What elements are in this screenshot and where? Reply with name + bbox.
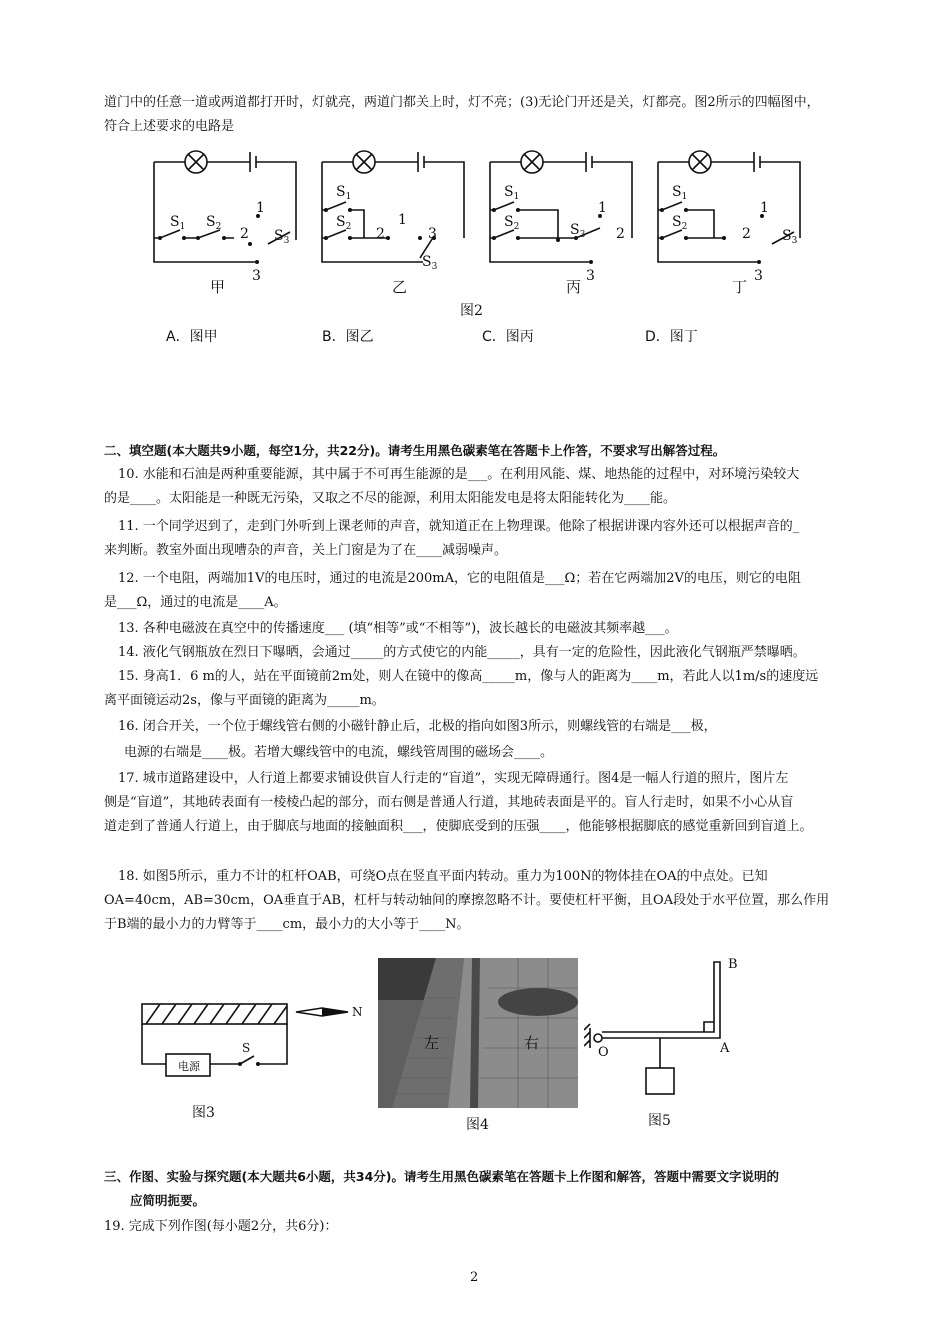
ding-n2: 2	[742, 226, 751, 242]
yi-n1: 1	[398, 212, 407, 228]
q17-line-2: 侧是“盲道”，其地砖表面有一棱棱凸起的部分，而右侧是普通人行道，其地砖表面是平的。盲人行走时，如果不小心从盲	[104, 795, 794, 810]
page-number: 2	[470, 1270, 479, 1285]
q17-line-3: 道走到了普通人行道上，由于脚底与地面的接触面积___，使脚底受到的压强____，他能够根据脚底的感觉重新回到盲道上。	[104, 819, 813, 834]
label-yi: 乙	[392, 278, 408, 296]
bing-s1-label: $S_1$	[504, 184, 520, 202]
power-label: 电源	[178, 1060, 200, 1073]
yi-s2-label: $S_2$	[336, 214, 352, 232]
q11-line-1: 11. 一个同学迟到了，走到门外听到上课老师的声音，就知道正在上物理课。他除了根据讲课内容外还可以根据声音的_	[118, 519, 800, 534]
option-a: A．图甲	[166, 329, 218, 345]
section-2-header: 二、填空题(本大题共9小题，每空1分，共22分)。请考生用黑色碳素笔在答题卡上作答，不要求写出解答过程。	[104, 443, 726, 458]
q19: 19. 完成下列作图(每小题2分，共6分)：	[104, 1219, 338, 1234]
ding-n3: 3	[754, 268, 763, 284]
circuit-bing	[490, 151, 632, 262]
option-b: B．图乙	[322, 329, 374, 345]
q11-line-2: 来判断。教室外面出现嘈杂的声音，关上门窗是为了在____减弱噪声。	[104, 543, 508, 558]
option-d: D．图丁	[645, 329, 698, 345]
yi-n2: 2	[376, 226, 385, 242]
jia-n1: 1	[256, 200, 265, 216]
yi-s1-label: $S_1$	[336, 184, 352, 202]
ding-s2-label: $S_2$	[672, 214, 688, 232]
jia-s2-label: $S_2$	[206, 214, 222, 232]
bing-n2: 2	[616, 226, 625, 242]
jia-s3-label: $S_3$	[274, 228, 290, 246]
figure-3-caption: 图3	[192, 1105, 215, 1121]
figure-5-lever	[584, 950, 754, 1110]
circuit-jia	[154, 151, 296, 262]
circuit-yi	[322, 151, 464, 262]
point-b-label: B	[728, 957, 738, 972]
option-c: C．图丙	[482, 329, 534, 345]
bing-n3: 3	[586, 268, 595, 284]
q16-line-2: 电源的右端是____极。若增大螺线管中的电流，螺线管周围的磁场会____。	[124, 745, 554, 760]
section-3-header-2: 应简明扼要。	[130, 1193, 206, 1208]
section-3-header-1: 三、作图、实验与探究题(本大题共6小题，共34分)。请考生用黑色碳素笔在答题卡上作图和解答，答题中需要文字说明的	[104, 1169, 780, 1184]
figure-2-circuits	[140, 140, 820, 300]
figure-5-caption: 图5	[648, 1113, 671, 1129]
ding-n1: 1	[760, 200, 769, 216]
label-ding: 丁	[732, 278, 748, 296]
q14: 14. 液化气钢瓶放在烈日下曝晒，会通过_____的方式使它的内能_____，具有一定的危险性，因此液化气钢瓶严禁曝晒。	[118, 645, 806, 660]
ding-s3-label: $S_3$	[782, 228, 798, 246]
intro-line-2: 符合上述要求的电路是	[104, 119, 235, 134]
point-o-label: O	[598, 1045, 609, 1060]
intro-line-1: 道门中的任意一道或两道都打开时，灯就亮，两道门都关上时，灯不亮；(3)无论门开还是关，灯都亮。图2所示的四幅图中，	[104, 95, 820, 110]
q18-line-2: OA=40cm，AB=30cm，OA垂直于AB，杠杆与转动轴间的摩擦忽略不计。要使杠杆平衡，且OA段处于水平位置，那么作用	[104, 893, 830, 908]
figure-3-solenoid	[130, 992, 370, 1092]
q10-line-1: 10. 水能和石油是两种重要能源，其中属于不可再生能源的是___。在利用风能、煤、地热能的过程中，对环境污染较大	[118, 467, 800, 482]
q18-line-3: 于B端的最小力的力臂等于____cm，最小力的大小等于____N。	[104, 917, 470, 932]
bing-n1: 1	[598, 200, 607, 216]
yi-n3: 3	[428, 226, 437, 242]
figure-4-photo	[378, 958, 578, 1108]
right-label: 右	[524, 1034, 540, 1052]
label-jia: 甲	[210, 278, 226, 296]
q16-line-1: 16. 闭合开关，一个位于螺线管右侧的小磁针静止后，北极的指向如图3所示，则螺线管的右端是___极，	[118, 719, 717, 734]
figure-2-caption: 图2	[460, 303, 483, 319]
jia-n3: 3	[252, 268, 261, 284]
yi-s3-label: $S_3$	[422, 254, 438, 272]
north-label: N	[352, 1005, 363, 1019]
jia-s1-label: $S_1$	[170, 214, 186, 232]
label-bing: 丙	[566, 278, 582, 296]
ding-s1-label: $S_1$	[672, 184, 688, 202]
q18-line-1: 18. 如图5所示，重力不计的杠杆OAB，可绕O点在竖直平面内转动。重力为100N的物体挂在OA的中点处。已知	[118, 869, 768, 884]
q10-line-2: 的是____。太阳能是一种既无污染，又取之不尽的能源，利用太阳能发电是将太阳能转化为____能。	[104, 491, 677, 506]
left-label: 左	[424, 1034, 440, 1052]
bing-s2-label: $S_2$	[504, 214, 520, 232]
q15-line-2: 离平面镜运动2s，像与平面镜的距离为_____m。	[104, 693, 385, 708]
q17-line-1: 17. 城市道路建设中，人行道上都要求铺设供盲人行走的“盲道”，实现无障碍通行。图4是一幅人行道的照片，图片左	[118, 771, 789, 786]
point-a-label: A	[720, 1041, 730, 1056]
q12-line-2: 是___Ω，通过的电流是____A。	[104, 595, 287, 610]
q15-line-1: 15. 身高1．6 m的人，站在平面镜前2m处，则人在镜中的像高_____m，像与人的距离为____m，若此人以1m/s的速度远	[118, 669, 819, 684]
q12-line-1: 12. 一个电阻，两端加1V的电压时，通过的电流是200mA，它的电阻值是___Ω；若在它两端加2V的电压，则它的电阻	[118, 571, 801, 586]
switch-label: S	[242, 1041, 251, 1055]
q13: 13. 各种电磁波在真空中的传播速度___ (填“相等”或“不相等”)，波长越长的电磁波其频率越___。	[118, 621, 678, 636]
bing-s3-label: $S_3$	[570, 222, 586, 240]
jia-n2: 2	[240, 226, 249, 242]
figure-4-caption: 图4	[466, 1117, 489, 1133]
circuit-ding	[658, 151, 800, 262]
